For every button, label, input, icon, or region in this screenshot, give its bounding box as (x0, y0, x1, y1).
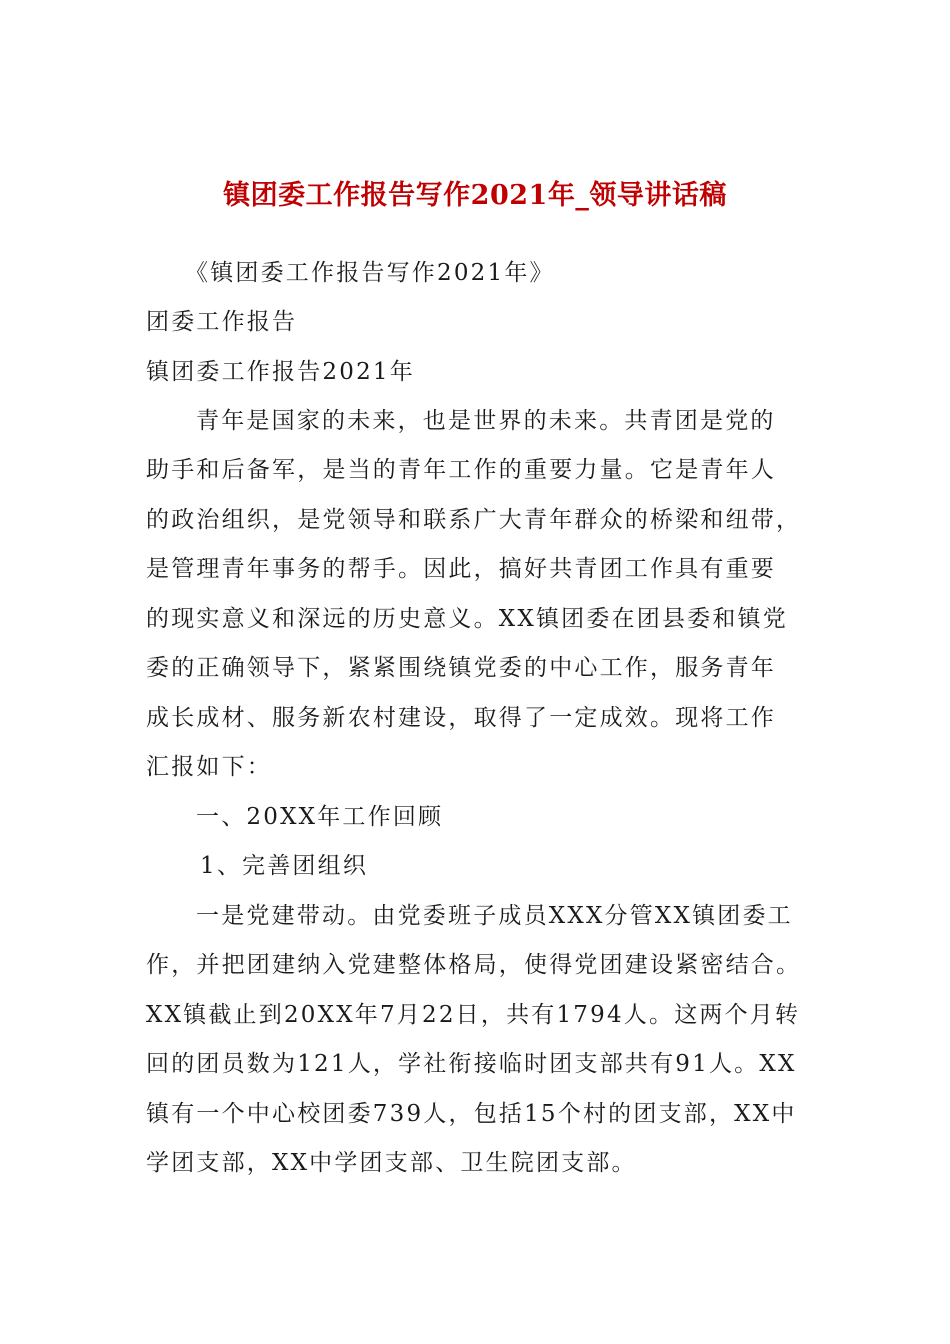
section-heading-review: 一、20XX年工作回顾 (196, 804, 444, 830)
paragraph-line: 一是党建带动。由党委班子成员XXX分管XX镇团委工 (196, 903, 793, 929)
paragraph-line: 汇报如下： (146, 754, 272, 780)
paragraph-line: 成长成材、服务新农村建设，取得了一定成效。现将工作 (146, 705, 776, 731)
paragraph-line: 助手和后备军，是当的青年工作的重要力量。它是青年人 (146, 457, 776, 483)
subsection-heading-organization: 1、完善团组织 (200, 853, 369, 879)
document-subtitle: 《镇团委工作报告写作2021年》 (185, 260, 555, 286)
paragraph-line: 作，并把团建纳入党建整体格局，使得党团建设紧密结合。 (146, 952, 802, 978)
heading-town-report: 镇团委工作报告2021年 (146, 359, 415, 385)
paragraph-line: 镇有一个中心校团委739人，包括15个村的团支部，XX中 (146, 1101, 797, 1127)
paragraph-line: 青年是国家的未来，也是世界的未来。共青团是党的 (196, 408, 776, 434)
paragraph-line: 的现实意义和深远的历史意义。XX镇团委在团县委和镇党 (146, 606, 788, 632)
paragraph-line: 委的正确领导下，紧紧围绕镇党委的中心工作，服务青年 (146, 655, 776, 681)
heading-tuanwei-report: 团委工作报告 (146, 309, 298, 335)
paragraph-line: 回的团员数为121人，学社衔接临时团支部共有91人。XX (146, 1051, 797, 1077)
paragraph-line: 的政治组织，是党领导和联系广大青年群众的桥梁和纽带， (146, 507, 802, 533)
paragraph-line: 学团支部，XX中学团支部、卫生院团支部。 (146, 1150, 637, 1176)
paragraph-line: 是管理青年事务的帮手。因此，搞好共青团工作具有重要 (146, 556, 776, 582)
paragraph-line: XX镇截止到20XX年7月22日，共有1794人。这两个月转 (146, 1002, 801, 1028)
document-title: 镇团委工作报告写作2021年_领导讲话稿 (223, 180, 727, 211)
